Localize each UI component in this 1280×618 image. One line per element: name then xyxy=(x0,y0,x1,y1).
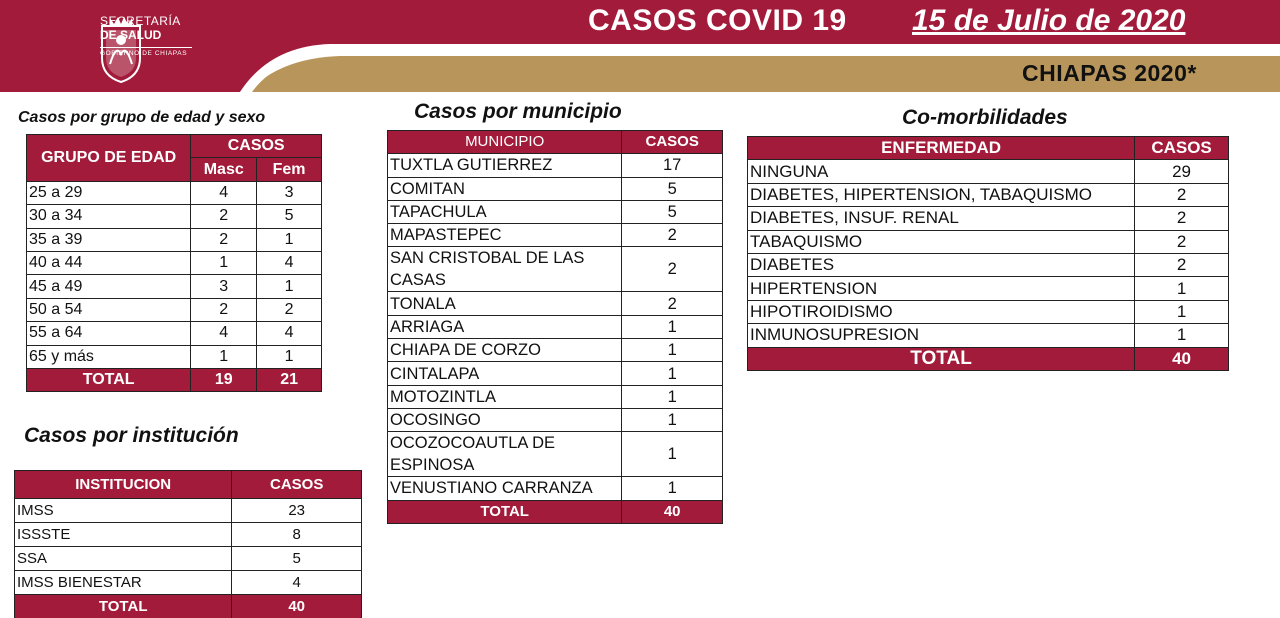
municipality-table xyxy=(387,130,723,524)
fem-cell: 2 xyxy=(257,298,322,321)
table-row xyxy=(748,253,1229,276)
masc-cell: 1 xyxy=(191,251,257,274)
masc-cell: 2 xyxy=(191,205,257,228)
page-title: CASOS COVID 19 xyxy=(588,4,847,37)
cases-cell: 4 xyxy=(232,571,362,595)
fem-cell: 5 xyxy=(257,205,322,228)
cases-cell: 1 xyxy=(1135,300,1229,323)
table-row xyxy=(388,339,723,362)
cases-cell: 1 xyxy=(622,362,723,385)
cases-cell: 1 xyxy=(622,408,723,431)
total-row xyxy=(748,347,1229,370)
table-row xyxy=(388,362,723,385)
municipality-section-title: Casos por municipio xyxy=(414,100,622,123)
table-row xyxy=(27,251,322,274)
fem-cell: 1 xyxy=(257,228,322,251)
table-row xyxy=(388,408,723,431)
table-row xyxy=(27,181,322,204)
table-row xyxy=(748,324,1229,347)
table-row xyxy=(27,322,322,345)
cases-cell: 29 xyxy=(1135,160,1229,183)
cases-cell: 17 xyxy=(622,154,723,177)
comorbidities-section-title: Co-morbilidades xyxy=(902,106,1068,129)
table-row xyxy=(388,247,723,292)
table-row xyxy=(27,298,322,321)
cases-cell: 2 xyxy=(622,224,723,247)
institution-cell: ISSSTE xyxy=(15,523,232,547)
cases-cell: 2 xyxy=(1135,183,1229,206)
total-fem: 21 xyxy=(257,368,322,391)
table-row xyxy=(27,275,322,298)
masc-cell: 2 xyxy=(191,228,257,251)
disease-cell: HIPOTIROIDISMO xyxy=(748,300,1135,323)
cases-cell: 5 xyxy=(232,547,362,571)
institution-cell: IMSS BIENESTAR xyxy=(15,571,232,595)
col-age-group: GRUPO DE EDAD xyxy=(27,135,191,182)
comorbidities-table xyxy=(747,136,1229,371)
age-table xyxy=(26,134,322,392)
table-row xyxy=(15,571,362,595)
fem-cell: 4 xyxy=(257,251,322,274)
masc-cell: 4 xyxy=(191,322,257,345)
table-row xyxy=(748,207,1229,230)
report-date: 15 de Julio de 2020 xyxy=(912,4,1186,37)
age-section-title: Casos por grupo de edad y sexo xyxy=(18,109,266,126)
cases-cell: 2 xyxy=(1135,230,1229,253)
disease-cell: DIABETES xyxy=(748,253,1135,276)
col-disease: ENFERMEDAD xyxy=(748,137,1135,160)
region-label: CHIAPAS 2020* xyxy=(1022,60,1197,86)
cases-cell: 23 xyxy=(232,499,362,523)
age-group-cell: 50 a 54 xyxy=(27,298,191,321)
age-group-cell: 45 a 49 xyxy=(27,275,191,298)
total-value: 40 xyxy=(622,500,723,523)
cases-cell: 1 xyxy=(622,385,723,408)
age-group-cell: 35 a 39 xyxy=(27,228,191,251)
fem-cell: 4 xyxy=(257,322,322,345)
table-row xyxy=(748,230,1229,253)
cases-cell: 2 xyxy=(622,292,723,315)
table-row xyxy=(388,224,723,247)
institution-cell: SSA xyxy=(15,547,232,571)
col-institution: INSTITUCION xyxy=(15,471,232,499)
municipality-cell: TONALA xyxy=(388,292,622,315)
table-row xyxy=(748,183,1229,206)
col-municipality: MUNICIPIO xyxy=(388,131,622,154)
disease-cell: INMUNOSUPRESION xyxy=(748,324,1135,347)
municipality-cell: SAN CRISTOBAL DE LAS CASAS xyxy=(388,247,622,292)
table-row xyxy=(748,277,1229,300)
table-row xyxy=(15,523,362,547)
cases-cell: 1 xyxy=(622,477,723,500)
disease-cell: NINGUNA xyxy=(748,160,1135,183)
municipality-cell: TUXTLA GUTIERREZ xyxy=(388,154,622,177)
table-row xyxy=(27,205,322,228)
col-cases: CASOS xyxy=(232,471,362,499)
cases-cell: 2 xyxy=(622,247,723,292)
masc-cell: 4 xyxy=(191,181,257,204)
table-row xyxy=(388,315,723,338)
disease-cell: DIABETES, HIPERTENSION, TABAQUISMO xyxy=(748,183,1135,206)
table-row xyxy=(388,177,723,200)
age-group-cell: 65 y más xyxy=(27,345,191,368)
total-value: 40 xyxy=(232,595,362,618)
total-label: TOTAL xyxy=(748,347,1135,370)
cases-cell: 1 xyxy=(622,432,723,477)
total-row xyxy=(27,368,322,391)
header-banner xyxy=(0,0,1280,92)
table-row xyxy=(388,200,723,223)
municipality-cell: CHIAPA DE CORZO xyxy=(388,339,622,362)
table-row xyxy=(27,345,322,368)
total-label: TOTAL xyxy=(388,500,622,523)
table-row xyxy=(748,160,1229,183)
cases-cell: 5 xyxy=(622,200,723,223)
fem-cell: 1 xyxy=(257,345,322,368)
org-name xyxy=(100,14,192,57)
table-row xyxy=(388,477,723,500)
municipality-cell: MOTOZINTLA xyxy=(388,385,622,408)
municipality-cell: OCOZOCOAUTLA DE ESPINOSA xyxy=(388,432,622,477)
total-row xyxy=(388,500,723,523)
institution-section-title: Casos por institución xyxy=(24,424,239,447)
age-group-cell: 30 a 34 xyxy=(27,205,191,228)
table-row xyxy=(27,228,322,251)
masc-cell: 1 xyxy=(191,345,257,368)
municipality-cell: ARRIAGA xyxy=(388,315,622,338)
table-row xyxy=(15,499,362,523)
table-row xyxy=(388,292,723,315)
table-row xyxy=(748,300,1229,323)
total-label: TOTAL xyxy=(27,368,191,391)
table-row xyxy=(388,432,723,477)
municipality-cell: OCOSINGO xyxy=(388,408,622,431)
org-line1: SECRETARÍA xyxy=(100,14,181,28)
org-line2: DE SALUD xyxy=(100,28,162,42)
cases-cell: 1 xyxy=(1135,277,1229,300)
cases-cell: 1 xyxy=(1135,324,1229,347)
age-group-cell: 55 a 64 xyxy=(27,322,191,345)
cases-cell: 8 xyxy=(232,523,362,547)
masc-cell: 2 xyxy=(191,298,257,321)
cases-cell: 1 xyxy=(622,315,723,338)
col-fem: Fem xyxy=(257,158,322,181)
municipality-cell: TAPACHULA xyxy=(388,200,622,223)
institution-table xyxy=(14,470,362,618)
table-row xyxy=(388,385,723,408)
cases-cell: 1 xyxy=(622,339,723,362)
masc-cell: 3 xyxy=(191,275,257,298)
institution-cell: IMSS xyxy=(15,499,232,523)
disease-cell: DIABETES, INSUF. RENAL xyxy=(748,207,1135,230)
municipality-cell: VENUSTIANO CARRANZA xyxy=(388,477,622,500)
cases-cell: 2 xyxy=(1135,207,1229,230)
org-line3: GOBIERNO DE CHIAPAS xyxy=(100,47,192,57)
age-group-cell: 25 a 29 xyxy=(27,181,191,204)
col-cases: CASOS xyxy=(622,131,723,154)
col-cases: CASOS xyxy=(1135,137,1229,160)
table-row xyxy=(388,154,723,177)
col-cases: CASOS xyxy=(191,135,322,158)
cases-cell: 5 xyxy=(622,177,723,200)
age-group-cell: 40 a 44 xyxy=(27,251,191,274)
municipality-cell: COMITAN xyxy=(388,177,622,200)
table-row xyxy=(15,547,362,571)
municipality-cell: CINTALAPA xyxy=(388,362,622,385)
total-row xyxy=(15,595,362,618)
municipality-cell: MAPASTEPEC xyxy=(388,224,622,247)
col-masc: Masc xyxy=(191,158,257,181)
total-masc: 19 xyxy=(191,368,257,391)
disease-cell: TABAQUISMO xyxy=(748,230,1135,253)
total-label: TOTAL xyxy=(15,595,232,618)
fem-cell: 3 xyxy=(257,181,322,204)
fem-cell: 1 xyxy=(257,275,322,298)
total-value: 40 xyxy=(1135,347,1229,370)
cases-cell: 2 xyxy=(1135,253,1229,276)
disease-cell: HIPERTENSION xyxy=(748,277,1135,300)
